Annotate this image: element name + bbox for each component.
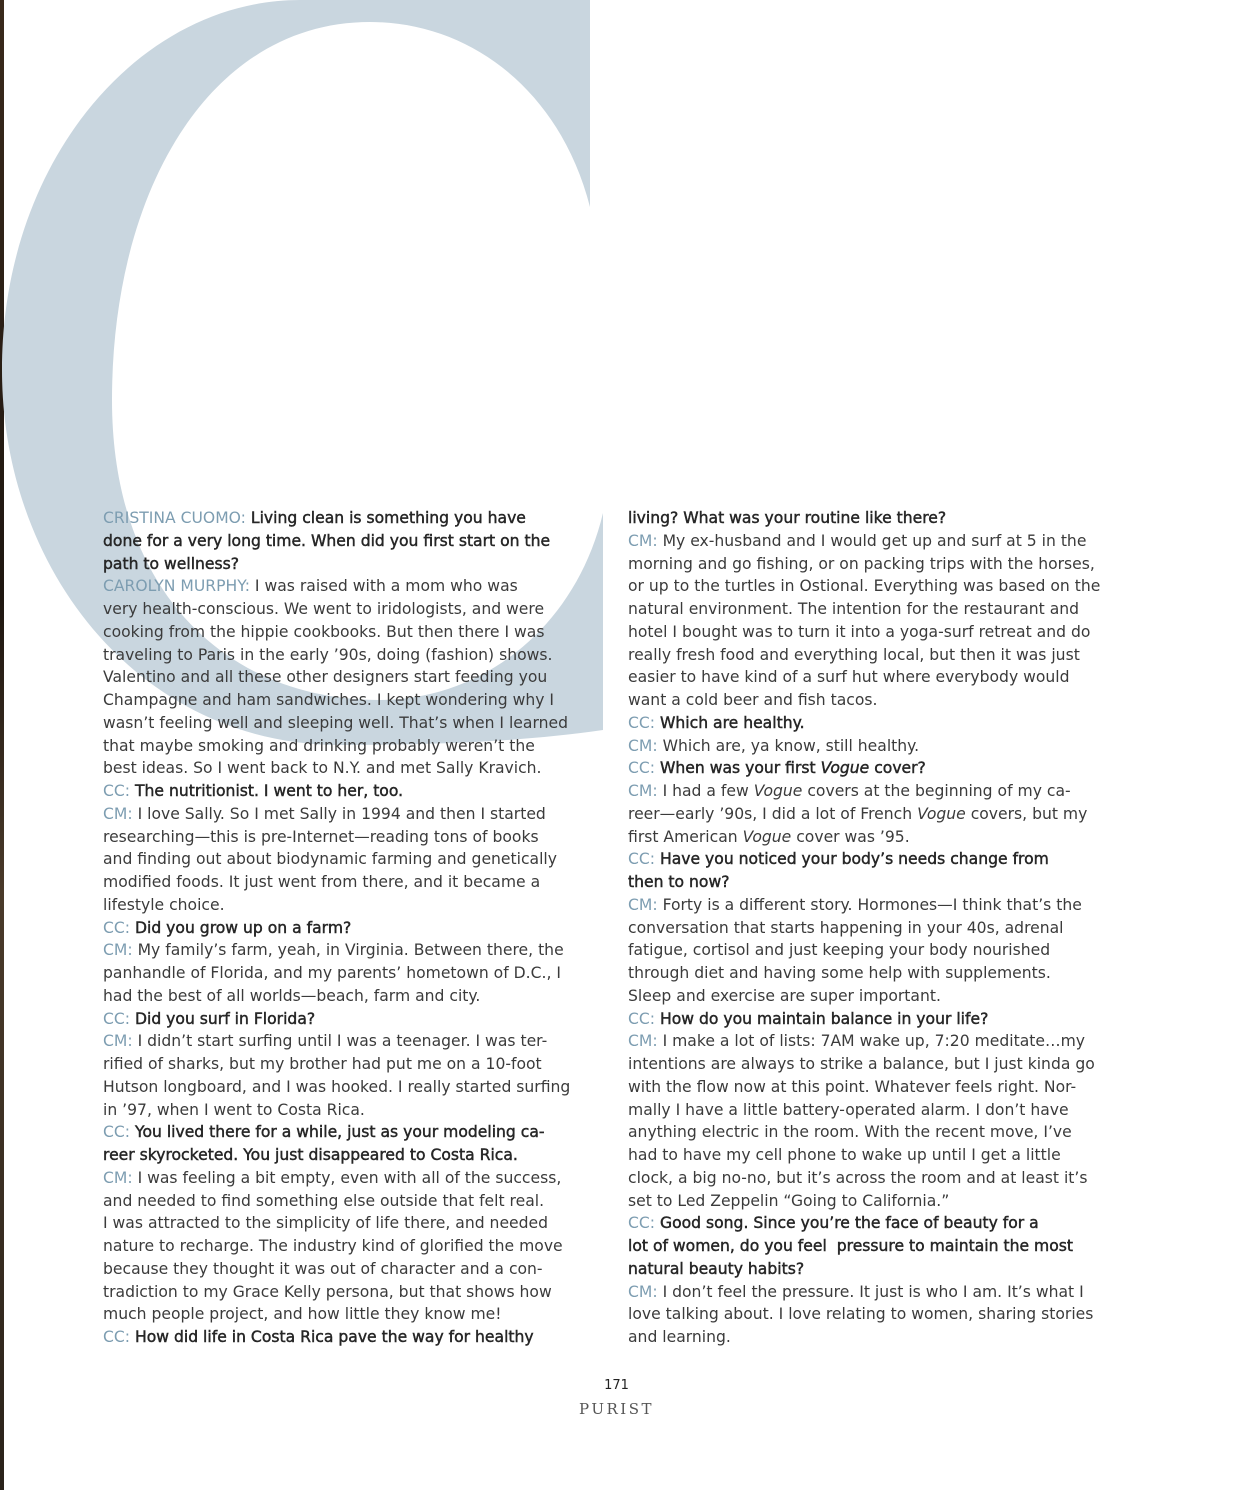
interview-answer [103,1167,613,1326]
speaker-label: CM: [628,1282,658,1301]
speaker-label: CM: [628,895,658,914]
magazine-logo: PURIST [579,1400,654,1418]
speaker-label: CC: [628,1009,656,1028]
interview-answer [628,1281,1138,1349]
speaker-label: CM: [628,1032,658,1051]
entry-text: I was feeling a bit empty, even with all of the success, and needed to find something else outside that felt real. I was attracted to the simplicity of life there, and needed nature to recharge. The industry kind of glorified the move because they thought it was out of character and a con- tradiction to my Grace Kelly persona, but that shows how much people project, and how little they know me! [103,1168,563,1324]
interview-answer [628,1030,1138,1212]
entry-text: How did life in Costa Rica pave the way for healthy [130,1328,534,1346]
speaker-label: CC: [103,1328,131,1346]
interview-question [103,1326,613,1349]
entry-text: cover? [869,759,926,778]
interview-question [103,780,613,803]
speaker-label: CRISTINA CUOMO: [103,509,246,527]
interview-column-left [103,507,613,1349]
entry-text: Good song. Since you’re the face of beauty for a lot of women, do you feel pressure to maintain the most natural beauty habits? [628,1214,1073,1278]
speaker-label: CM: [103,804,133,823]
speaker-label: CAROLYN MURPHY: [103,577,250,596]
interview-answer [628,894,1138,1008]
interview-answer [103,575,613,780]
speaker-label: CC: [628,759,656,778]
speaker-label: CM: [103,1168,133,1187]
entry-text: My family’s farm, yeah, in Virginia. Between there, the panhandle of Florida, and my parents’ hometown of D.C., I had the best of all worlds—beach, farm and city. [103,941,564,1005]
entry-text: Which are, ya know, still healthy. [657,736,920,755]
entry-text: Did you grow up on a farm? [130,918,352,937]
entry-text: The nutritionist. I went to her, too. [130,782,404,800]
speaker-label: CC: [103,918,131,937]
italic-title-text: Vogue [820,759,870,778]
interview-answer [103,1030,613,1121]
page-number: 171 [604,1378,629,1393]
italic-title-text: Vogue [917,804,966,823]
speaker-label: CM: [103,1032,133,1051]
speaker-label: CC: [103,1009,131,1028]
interview-question [628,757,1138,780]
entry-text: My ex-husband and I would get up and surf at 5 in the morning and go fishing, or on packing trips with the horses, or up to the turtles in Ostional. Everything was based on the natural environment. The intention for the restaurant and hotel I bought was to turn it into a yoga-surf retreat and do really fresh food and everything local, but then it was just easier to have kind of a surf hut where everybody would want a cold beer and fish tacos. [628,531,1101,709]
interview-question [103,917,613,940]
speaker-label: CM: [628,736,658,755]
speaker-label: CC: [103,782,131,800]
interview-question [628,1212,1138,1280]
entry-text: Living clean is something you have done for a very long time. When did you first start on the path to wellness? [103,509,551,573]
interview-question [628,712,1138,735]
entry-text: Forty is a different story. Hormones—I think that’s the conversation that starts happening in your 40s, adrenal fatigue, cortisol and just keeping your body nourished through diet and having some help with supplements. Sleep and exercise are super important. [628,895,1082,1005]
entry-text: I don’t feel the pressure. It just is who I am. It’s what I love talking about. I love relating to women, sharing stories and learning. [628,1282,1094,1346]
italic-title-text: Vogue [753,782,803,800]
interview-question [628,848,1138,894]
interview-question [628,507,1138,530]
interview-question [628,1008,1138,1031]
interview-question [103,507,613,575]
interview-answer [103,939,613,1007]
speaker-label: CM: [628,531,658,550]
entry-text: How do you maintain balance in your life? [655,1009,989,1028]
speaker-label: CC: [103,1123,131,1142]
interview-answer [628,735,1138,758]
entry-text: covers, but my first American [628,804,1088,846]
speaker-label: CC: [628,713,656,732]
interview-answer [103,803,613,917]
entry-text: I make a lot of lists: 7AM wake up, 7:20 meditate…my intentions are always to strike a balance, but I just kinda go with the flow now at this point. Whatever feels right. Nor- mally I have a little battery-operated alarm. I don’t have anything electric in the room. With the recent move, I’ve had to have my cell phone to wake up until I get a little clock, a big no-no, but it’s across the room and at least it’s set to Led Zeppelin “Going to California.” [628,1032,1095,1210]
entry-text: Have you noticed your body’s needs change from then to now? [628,850,1049,891]
speaker-label: CM: [103,941,133,960]
italic-title-text: Vogue [742,827,792,846]
entry-text: You lived there for a while, just as your modeling ca- reer skyrocketed. You just disappeared to Costa Rica. [103,1123,545,1164]
speaker-label: CM: [628,782,658,800]
entry-text: I love Sally. So I met Sally in 1994 and then I started researching—this is pre-Internet—reading tons of books and finding out about biodynamic farming and genetically modified foods. It just went from there, and it became a lifestyle choice. [103,804,557,914]
interview-question [103,1121,613,1167]
interview-column-right [628,507,1138,1349]
entry-text: I was raised with a mom who was very health-conscious. We went to iridologists, and were cooking from the hippie cookbooks. But then there I was traveling to Paris in the early ’90s, doing (fashion) shows. Valentino and all these other designers start feeding you Champagne and ham sandwiches. I kept wondering why I wasn’t feeling well and sleeping well. That’s when I learned that maybe smoking and drinking probably weren’t the best ideas. So I went back to N.Y. and met Sally Kravich. [103,577,568,778]
speaker-label: CC: [628,1214,656,1233]
interview-answer [628,530,1138,712]
entry-text: When was your first [655,759,821,778]
entry-text: living? What was your routine like there? [628,509,947,527]
entry-text: Which are healthy. [655,713,805,732]
entry-text: I had a few [657,782,754,800]
interview-question [103,1008,613,1031]
entry-text: covers at the beginning of my ca- reer—early ’90s, I did a lot of French [628,782,1071,823]
interview-answer [628,780,1138,848]
entry-text: I didn’t start surfing until I was a teenager. I was ter- rified of sharks, but my brother had put me on a 10-foot Hutson longboard, and I was hooked. I really started surfing in ’97, when I went to Costa Rica. [103,1032,571,1119]
entry-text: Did you surf in Florida? [130,1009,316,1028]
speaker-label: CC: [628,850,656,869]
entry-text: cover was ’95. [791,827,910,846]
